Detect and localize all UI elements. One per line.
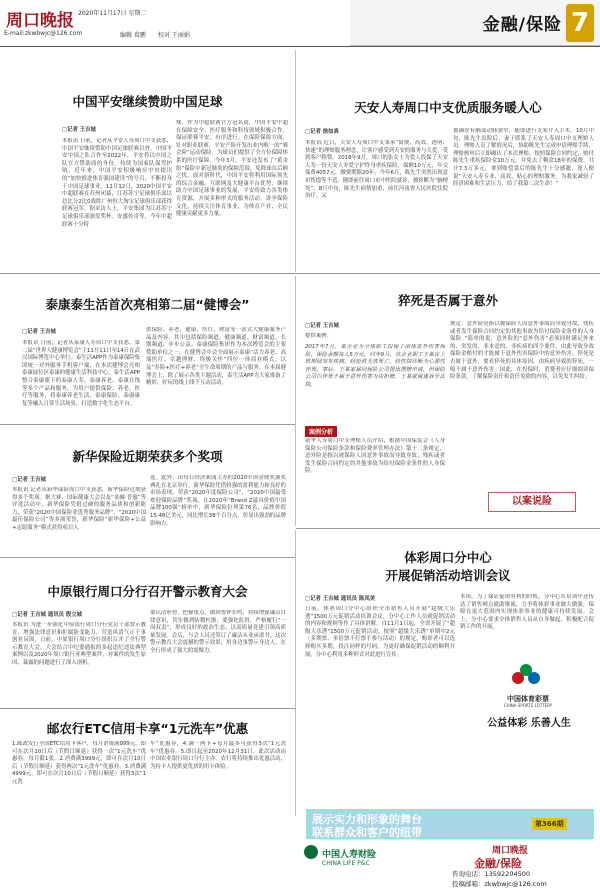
lottery-slogan: 公益体彩 乐善人生 [487, 718, 571, 729]
art2-title: 天安人寿周口中支优质服务暖人心 [354, 100, 542, 115]
art3-col1: 本报讯 日前，记者从泰康人寿周口中支获悉，第二届“世界大健康博览会”于11月11日至14日在武汉国际博览中心举行。泰生活APP作为泰康保险集团统一对外服务手机客户端，在本次健博会亮相泰康展位区泰康的健康生活科技中心，泰生活APP整合泰康旗下的泰康人寿、泰康养老、泰康在线等多个产品和服务，为用户提供保险、养老、医疗等服务，将泰康养老生活、泰康保险、泰康康复等融入日常生活场景，打造数字化生态平台。 [22, 340, 140, 407]
masthead-date: 2020年11月17日 星期二 [78, 10, 147, 17]
art4-col2: 规定：意外险是指以被保险人因意外事故而导致身故、残疾或者发生保险合同约定的其他事故为给付保险金条件的人身保险。”简单的说，意外险的“意外伤害”必须同时满足外来的、突发的、非本意的、非疾病的四个要件，由此导致身故保险金赔付的才能属于意外伤害保险中的意外伤害。猝死是否属于意外，要看猝死的具体原因，由疾病导致的猝死，一般不属于意外伤害。因此，在投保时，消费者应仔细阅读保险条款，了解保险责任和责任免除的内容，以免发生纠纷。 [450, 321, 594, 381]
art1-title: 中国平安继续赞助中国足球 [72, 94, 223, 109]
art6-byline: □记者 王吉城 通讯员 陈凤美 [305, 596, 376, 602]
art6-col1: 日前，体彩周口分中心组织全市销售人员开展“超级大乐透”1500万元促销活动培训会议，分中心工作人员就促销活动的内容和规则等作了具体讲解。自11月1日起，全省开展了“超级大乐透”1500万元促销活动，按照“超级大乐透”单期中2元（多期票、多倍票不打票不参与活动）的规定，购彩者可以选择购买多期，投注同样的号码。为更好确保促销活动的顺利开展，分中心利用多种形式对此进行宣传。 [305, 606, 455, 658]
art1-col2: 殊，作为中超联赛官方冠名商，中国平安中超在保障安全、医疗服务和科技领域积极合作，保证联赛平安、有序进行。在保险保障方面，针对职业联赛，平安产险开发出业内唯一的“赛会险”运动保险，为球员们提供了全方位保障体系的医疗保障。今年3月，平安还发布了“黄金组”保险中新冠肺炎的保障范围，免除球员后顾之忧。面对新时代，中国平安将利用国际领先的综合金融、互联网及大健康平台优势，继续助力中国足球事业的发展，平安将致力各类体育资源，开展多种形式的服务活动，讲孕保险文化，持续关注体育事业，为体育产业、全民健康贡献更多力量。 [176, 120, 288, 218]
ad-contact: 咨询电话：13592204500 [452, 870, 530, 878]
ad-email: 投稿邮箱：zkwbwjc@126.com [452, 880, 547, 888]
divider [0, 424, 295, 425]
ad-section: 金融/保险 [474, 857, 523, 870]
lottery-logo-icon [509, 660, 543, 690]
lottery-logo-en: CHINA SPORTS LOTTERY [503, 703, 553, 708]
art5-col1: 本报讯 记者从新华保险周口中支获悉，新华保险近期获得多个奖项。据大赛、国际健康大会以及“金融·普惠”等评选活动中，新华保险凭借过硬的服务品质和创新能力，荣获“2020中国保险业优秀服务品牌”、“2020中国最佳保险公司”等多项荣誉，新华保险“新华保险+公益+志愿服务”模式获得项目人 [12, 487, 146, 531]
art7-col2: 要认清形势，把握重点，做到警钟长鸣，持续增强廉洁自律意识，切实做到防微杜渐，要强化监督，严格履行“一岗双责”，形成良好的政治生态，以高质量党建引领高质量发展。会后，与会人员还签订了廉洁从业承诺书。这次警示教育大会震撼的警示效果，用身边事警示身边人，在全行形成了强大的震慑力。 [150, 610, 286, 654]
header-rule [0, 46, 600, 47]
art2-col1: 本报讯 近日，天安人寿周口中支秉承“简便、高效、透明、快速”的理赔服务理念，让客户感受到天安的服务与关爱，受到客户称赞。2018年9月，周口的张女士为爱人投保了天安人寿一份天安人寿爱宁护终身重疾保险，保额10万元，年交保费4057元，缴费期限20年。今年6月，陈先生突然出现意识恍惚等不适，随即前往周口市中医院就诊，被诊断为“脑梗死”。8月中旬，陈先生病情加重，前往河南省人民医院住院治疗。又 [305, 140, 448, 200]
art4-byline: □记者 王吉城 [305, 323, 339, 329]
art3-title: 泰康泰生活首次亮相第二届“健博会” [45, 297, 250, 312]
art1-byline: □记者 王吉城 [62, 127, 96, 133]
section-header [350, 0, 600, 46]
masthead-email: E-mail:zkwbwjc@126.com [4, 30, 83, 37]
china-life-logo-icon [304, 845, 318, 859]
divider [0, 557, 295, 558]
lottery-logo-text: 中国体育彩票 [507, 695, 549, 703]
masthead-logo: 周口晚报 [6, 11, 74, 31]
art6-title: 体彩周口分中心 [404, 550, 492, 565]
art3-byline: □记者 王吉城 [22, 329, 56, 335]
divider [295, 50, 296, 272]
divider [0, 273, 600, 274]
divider [295, 530, 296, 816]
art6-col2: 本场，为了保证促销有利的时机，分中心在培训中还传达了销售网点就助推流，力争将体彩事业做大做强，保障在更大范围内实现体彩事业的健康可持续发展。会上，分中心要求全体销售人员从自身做起，积极配合促销工作的开展。 [460, 594, 594, 631]
case-box: 以案说险 [488, 492, 576, 512]
art4-question: 提供案例： [305, 333, 332, 339]
ad-paper: 周口晚报 [492, 846, 529, 856]
art5-col2: 选。此外，由每日经济新闻主办的2020中国金鼎奖颁奖典礼在北京举行，新华保险凭借较强的盈利能力和良好的市场表现，荣获“2020年度保险公司”，“2020中国最受欢迎保险品牌”奖项。在2020年“Brand Z最具价值中国品牌100强”榜单中，新华保险位列第76名，品牌价值15.48亿美元，同比增长38个百分点，彰显出强劲的品牌影响力。 [150, 475, 286, 527]
masthead-editor: 编辑 葛鹏 [120, 32, 146, 39]
art8-title: 邮农行ETC信用卡享“1元洗车”优惠 [46, 721, 249, 736]
ad-company: 中国人寿财险 [322, 850, 377, 860]
ad-line1: 展示实力和形象的舞台 [312, 813, 422, 826]
art1-col1: 本报讯 日前，记者从平安人寿周口中支获悉，中国平安继续赞助中国足球联赛以外，中国平安中国之队合作至2022年，平安将以中国之队官方赞助商的身份，持续为国家队保驾护航。近年来，中国平安积极响应中央提出的“加快推进体育强国建设”的号召，不断投身于中国足球事业。11月12日，2020中国平安中超联赛在苏州闭幕，江苏苏宁足球俱乐部以总比分2比0战胜广州恒大淘宝足球俱乐部获得联赛冠军。据采访人士，平安集团为江苏苏宁足球俱乐部颁发奖杯。安盛传奇等，今年中超联赛十分特 [62, 138, 172, 228]
art7-col1: 本报讯 为进一步强化中原银行周口分行党员干部警示教育，增强法律意识和拒腐防变能力，营造风清气正干事创业氛围，日前，中原银行周口分行组织召开了全行警示教育大会。大会结合中纪委通报的多起违纪违法典型案例以及2020年周口银行业典型案件，对案件的发生原因、暴露的问题进行了深入剖析。 [12, 622, 146, 666]
art7-byline: □记者 王吉城 通讯员 殷立城 [12, 612, 83, 618]
art2-byline: □记者 徐如真 [305, 129, 339, 135]
page-number: 7 [566, 4, 594, 42]
ad-issue: 第366期 [532, 818, 567, 830]
art6-title2: 开展促销活动培训会议 [385, 568, 511, 583]
ad-line2: 联系群众和客户的纽带 [312, 826, 422, 839]
art8-col1: 1.邮政发行全国ETC信用卡客户，每月消费满999元，即可在次月10日后（节假日顺延）获得一次“1元洗车”优惠券，每月限1张。2.消费满3999元，即可在次月10日后（节假日顺延）获得两次“1元洗车”优惠券。3.消费满4999元，即可在次月10日后（节假日顺延）获得3次“1元洗 [12, 741, 146, 785]
art8-col2: 车”优惠券，4.满一两卡+每月最多可获得3次“1元洗车”优惠券。5.即日起至2020年12月31日。此次活动由中国农业银行周口分行主办，农行将持续推出优惠活动，为持卡人提供更优质的用卡体验。 [150, 741, 286, 770]
art3-col2: 供保险、养老、健康、医疗、财富等一站式大健康服务产品及内容，其中包括保险频道、健康频道、财富频道、长期频道、步步公益。泰康保险集团作为本次博览会的主要赞助单位之一，在健博会中会全面展示泰康“活力养老、高端医疗、卓越理财、终极关怀”四位一体商业模式。以及“寿险+医疗+养老”全生命周期的产品与服务。在本届健博会上，除了展示各类主题活动，泰生活APP为大家准备了精彩、好玩的线上线下互动活动。 [146, 327, 286, 387]
ad-company-en: CHINA LIFE P&C [322, 860, 370, 867]
divider [296, 528, 600, 529]
art4-tip: 新华人寿周口中支理赔人员介绍，根据中国保监会《人身保险公司保险条款和保险费率管理办法》第十二条规定，意外险是指以被保险人因意外事故而导致身故、残疾或者发生保险合同约定的其他事故为给付保险金条件的人身保险。 [305, 438, 445, 475]
art4-tip-label: 案例分析 [305, 426, 337, 437]
art5-title: 新华保险近期荣获多个奖项 [72, 449, 223, 464]
art2-col2: 被确诊有脑部动脉狭窄，随即进行支架介入手术。10月中旬，陈先生出院后，妻子联系了天安人寿周口中支理赔人员。理赔人员了解情况后，协助陈先生完成申请理赔手续，理赔核审后立即确认了本次理赔，按照保险合同约定，赔付陈先生重疾保险金10万元，并免去了剩余18年的保费，共计7.3万多元。拿到赔偿款后的陈先生十分感激，逢人便说“天安人寿专业、高效、贴心的理赔服务，为我家减轻了经济困难和生活压力，给了我第二次生命！” [453, 128, 594, 188]
section-name: 金融/保险 [482, 15, 562, 35]
divider [295, 276, 296, 526]
art7-title: 中原银行周口分行召开警示教育大会 [47, 584, 248, 599]
art5-byline: □记者 王吉城 [12, 477, 46, 483]
masthead-proof: 校对 王丽娟 [158, 32, 190, 39]
art4-case: 2017年7月，某企业为全体职工投保了团体意外伤害保险，保险金额每人5万元。同年9月，该企业职工王某在上班期间突发疾病，经抢救无效死亡，经医院诊断为心源性猝死。事后，王某家属向保险公司提出理赔申请，但保险公司以猝死不属于意外伤害为由拒赔，王某家属遂诉至法院。 [305, 344, 445, 388]
divider [0, 708, 295, 709]
art4-title: 猝死是否属于意外 [397, 293, 498, 308]
